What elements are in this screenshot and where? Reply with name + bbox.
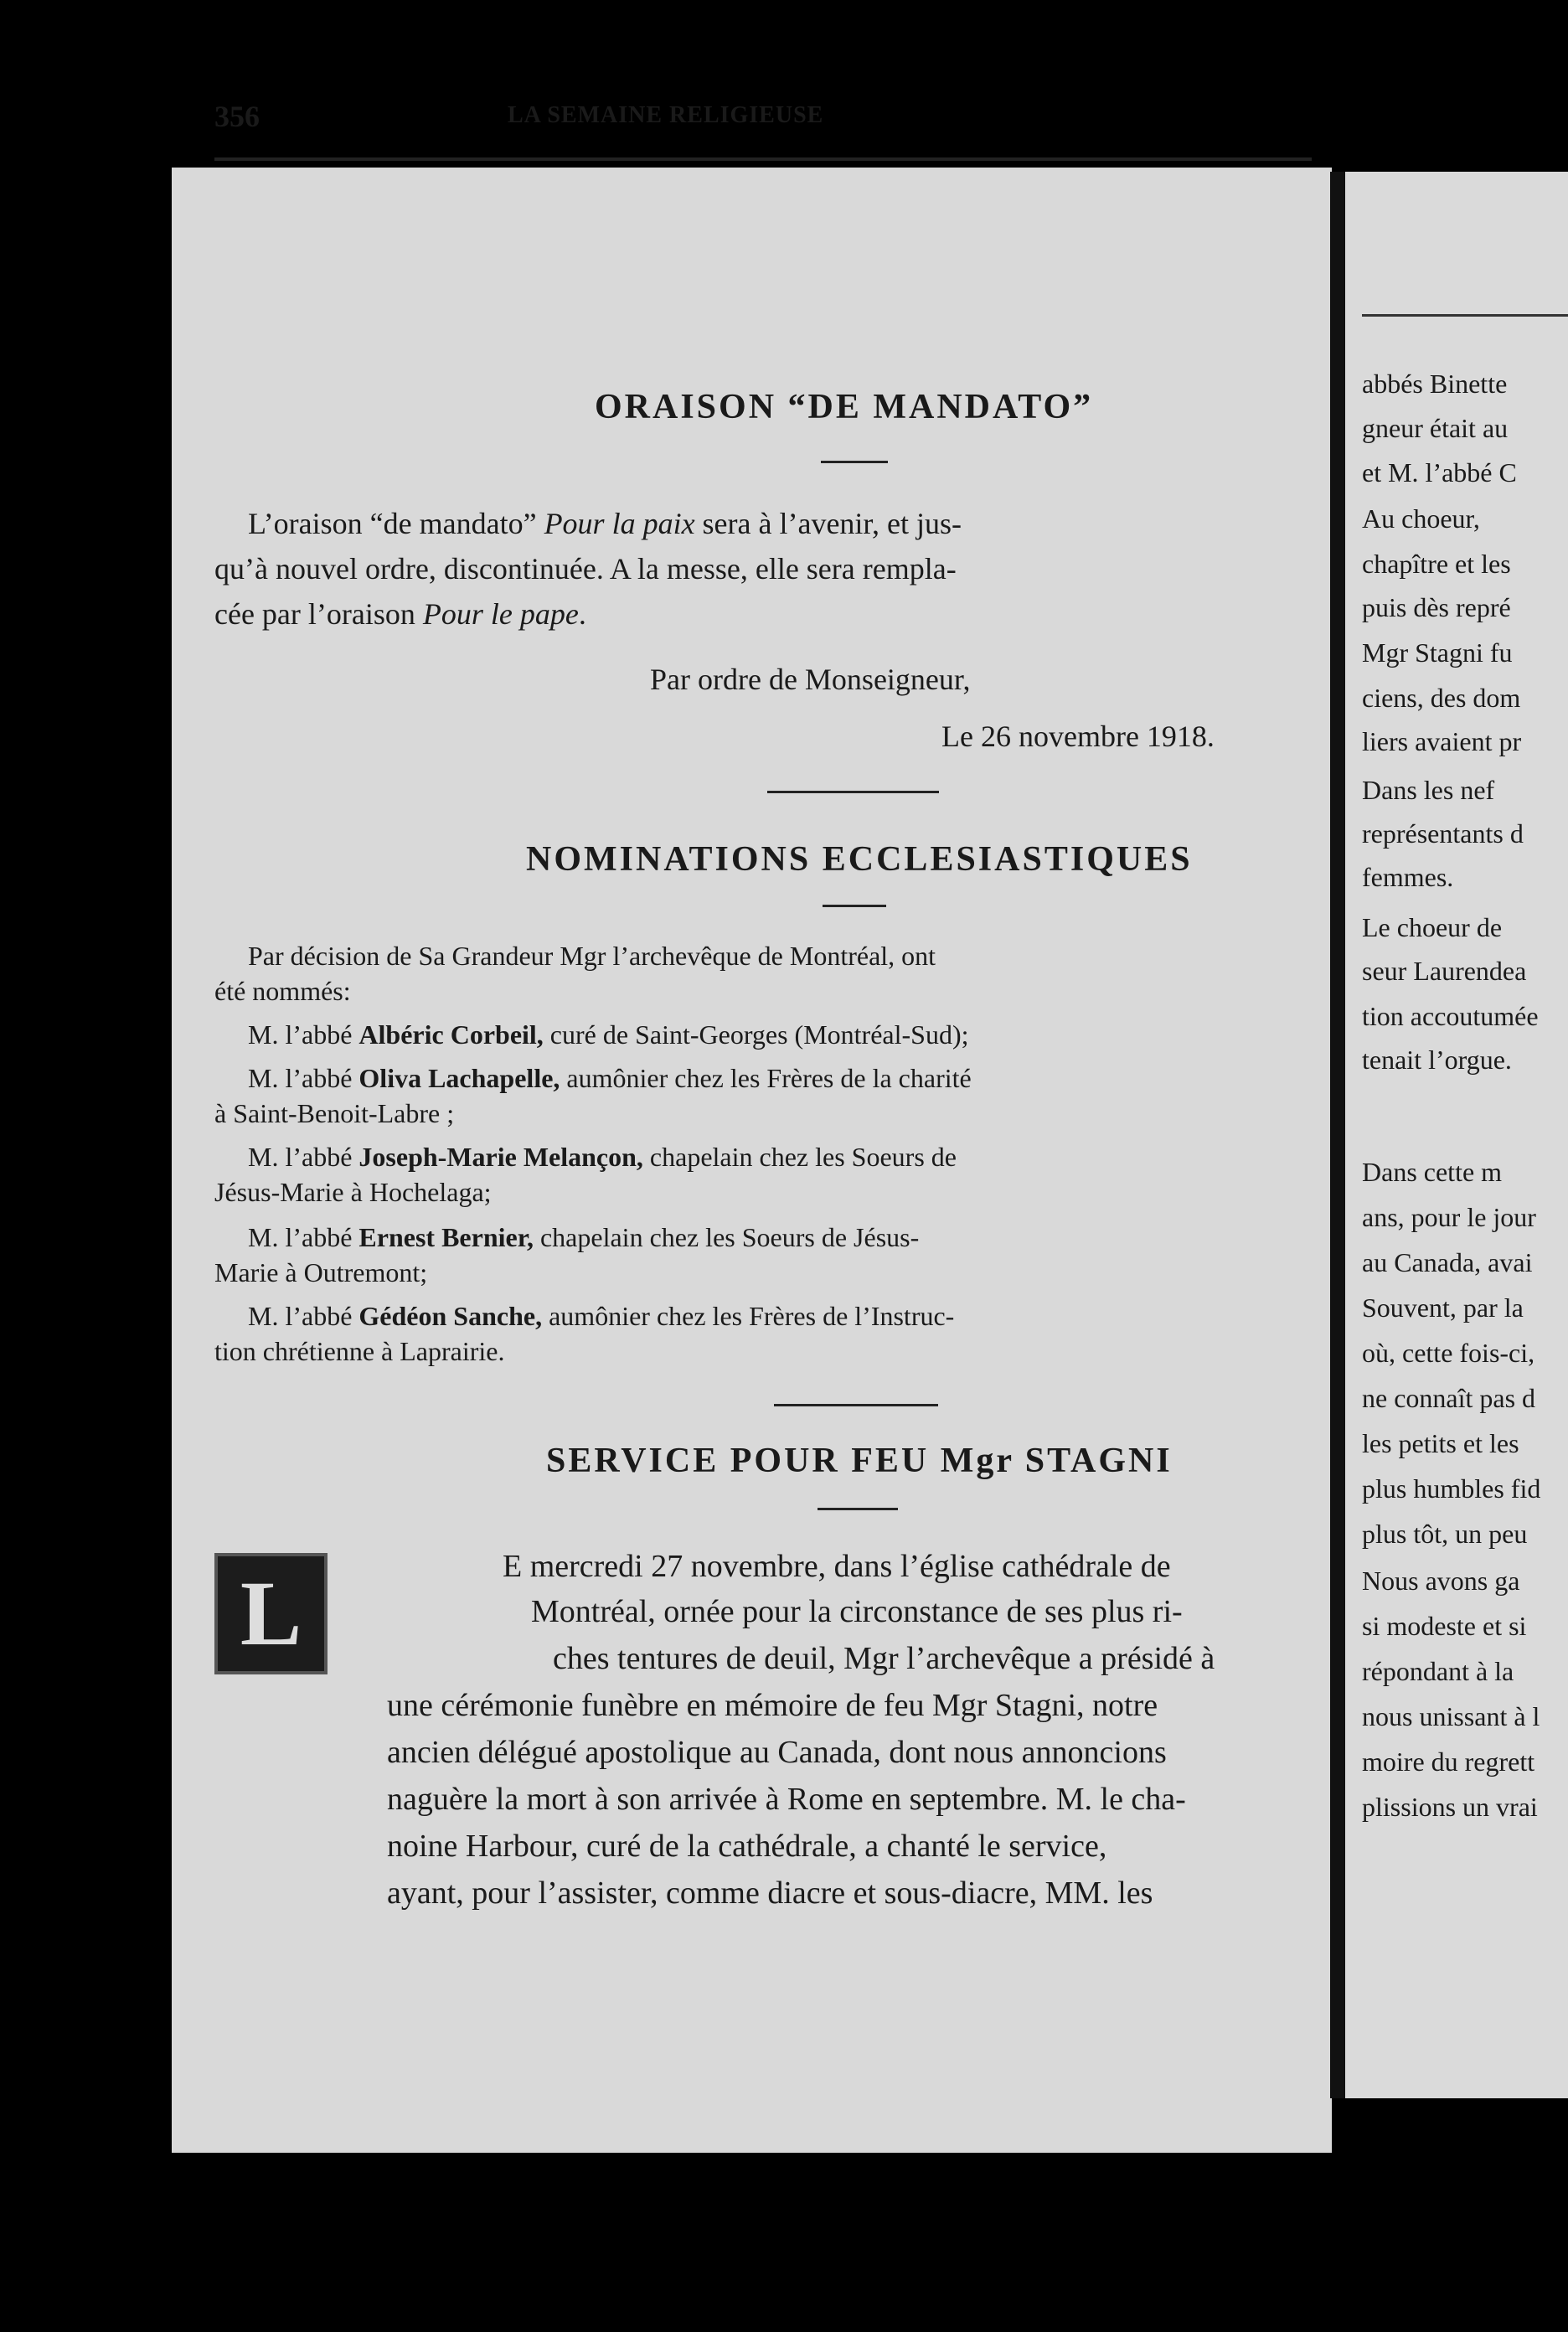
oraison-title: ORAISON “DE MANDATO” xyxy=(595,388,1094,426)
right-line: au Canada, avai xyxy=(1362,1247,1533,1277)
service-line: ayant, pour l’assister, comme diacre et sous-diacre, MM. les xyxy=(387,1875,1153,1911)
right-line: ans, pour le jour xyxy=(1362,1202,1536,1232)
service-line: ches tentures de deuil, Mgr l’archevêque a présidé à xyxy=(553,1641,1215,1676)
right-line: liers avaient pr xyxy=(1362,726,1522,756)
oraison-date: Le 26 novembre 1918. xyxy=(941,720,1215,753)
right-line: ne connaît pas d xyxy=(1362,1383,1536,1413)
right-line: seur Laurendea xyxy=(1362,956,1527,986)
right-line: moire du regrett xyxy=(1362,1746,1535,1777)
nomination-entry: M. l’abbé Oliva Lachapelle, aumônier chez les Frères de la charité à Saint-Benoit-Labre ; xyxy=(214,1063,972,1128)
oraison-line-1: L’oraison “de mandato” Pour la paix sera à l’avenir, et jus- xyxy=(248,507,962,540)
right-line: Dans cette m xyxy=(1362,1157,1503,1187)
service-line: noine Harbour, curé de la cathédrale, a chanté le service, xyxy=(387,1829,1107,1864)
right-line: tion accoutumée xyxy=(1362,1001,1539,1031)
right-line: représentants d xyxy=(1362,818,1524,849)
right-line: plus humbles fid xyxy=(1362,1473,1541,1504)
title-rule xyxy=(821,461,888,463)
nominations-title: NOMINATIONS ECCLESIASTIQUES xyxy=(526,840,1193,879)
right-line: tenait l’orgue. xyxy=(1362,1045,1512,1075)
title-rule xyxy=(823,905,886,907)
right-line: gneur était au xyxy=(1362,413,1509,443)
nomination-entry: M. l’abbé Ernest Bernier, chapelain chez les Soeurs de Jésus- Marie à Outremont; xyxy=(214,1222,920,1287)
right-line: puis dès repré xyxy=(1362,592,1511,622)
service-line: E mercredi 27 novembre, dans l’église cathédrale de xyxy=(503,1549,1171,1584)
right-line: plissions un vrai xyxy=(1362,1792,1538,1822)
right-line: ciens, des dom xyxy=(1362,683,1521,713)
right-line: et M. l’abbé C xyxy=(1362,457,1517,488)
title-rule xyxy=(818,1508,898,1510)
nominations-intro-1: Par décision de Sa Grandeur Mgr l’archevêque de Montréal, ont xyxy=(248,941,936,971)
right-line: Au choeur, xyxy=(1362,503,1480,534)
oraison-line-3: cée par l’oraison Pour le pape. xyxy=(214,597,586,631)
running-head: LA SEMAINE RELIGIEUSE xyxy=(508,102,824,128)
section-rule xyxy=(774,1404,938,1406)
service-line: naguère la mort à son arrivée à Rome en septembre. M. le cha- xyxy=(387,1782,1186,1817)
page-number: 356 xyxy=(214,100,260,133)
right-line: Le choeur de xyxy=(1362,912,1503,942)
right-line: abbés Binette xyxy=(1362,369,1508,399)
nominations-intro-2: été nommés: xyxy=(214,976,351,1006)
header-rule xyxy=(214,157,1312,161)
right-line: Nous avons ga xyxy=(1362,1566,1520,1596)
right-line: chapître et les xyxy=(1362,549,1511,579)
service-line: Montréal, ornée pour la circonstance de ses plus ri- xyxy=(531,1594,1183,1629)
nomination-entry: M. l’abbé Albéric Corbeil, curé de Saint-Georges (Montréal-Sud); xyxy=(248,1019,969,1050)
header-rule xyxy=(1362,314,1568,317)
right-line: plus tôt, un peu xyxy=(1362,1519,1528,1549)
service-title: SERVICE POUR FEU Mgr STAGNI xyxy=(546,1442,1173,1480)
oraison-line-2: qu’à nouvel ordre, discontinuée. A la messe, elle sera rempla- xyxy=(214,552,957,586)
service-line: ancien délégué apostolique au Canada, dont nous annoncions xyxy=(387,1735,1167,1770)
right-line: si modeste et si xyxy=(1362,1611,1527,1641)
oraison-signature: Par ordre de Monseigneur, xyxy=(650,663,971,696)
right-line: nous unissant à l xyxy=(1362,1701,1540,1731)
right-line: répondant à la xyxy=(1362,1656,1514,1686)
dropcap: L xyxy=(214,1553,328,1674)
right-line: où, cette fois-ci, xyxy=(1362,1338,1535,1368)
service-line: une cérémonie funèbre en mémoire de feu Mgr Stagni, notre xyxy=(387,1688,1158,1723)
nomination-entry: M. l’abbé Joseph-Marie Melançon, chapelain chez les Soeurs de Jésus-Marie à Hochelaga; xyxy=(214,1142,957,1207)
nomination-entry: M. l’abbé Gédéon Sanche, aumônier chez les Frères de l’Instruc- tion chrétienne à Laprairie. xyxy=(214,1301,955,1366)
page-header xyxy=(214,99,1312,149)
right-line: Souvent, par la xyxy=(1362,1292,1524,1323)
right-line: femmes. xyxy=(1362,862,1454,892)
right-line: Dans les nef xyxy=(1362,775,1495,805)
right-line: les petits et les xyxy=(1362,1428,1519,1458)
right-line: Mgr Stagni fu xyxy=(1362,637,1513,668)
section-rule xyxy=(767,791,939,793)
right-page xyxy=(1330,172,1568,2098)
